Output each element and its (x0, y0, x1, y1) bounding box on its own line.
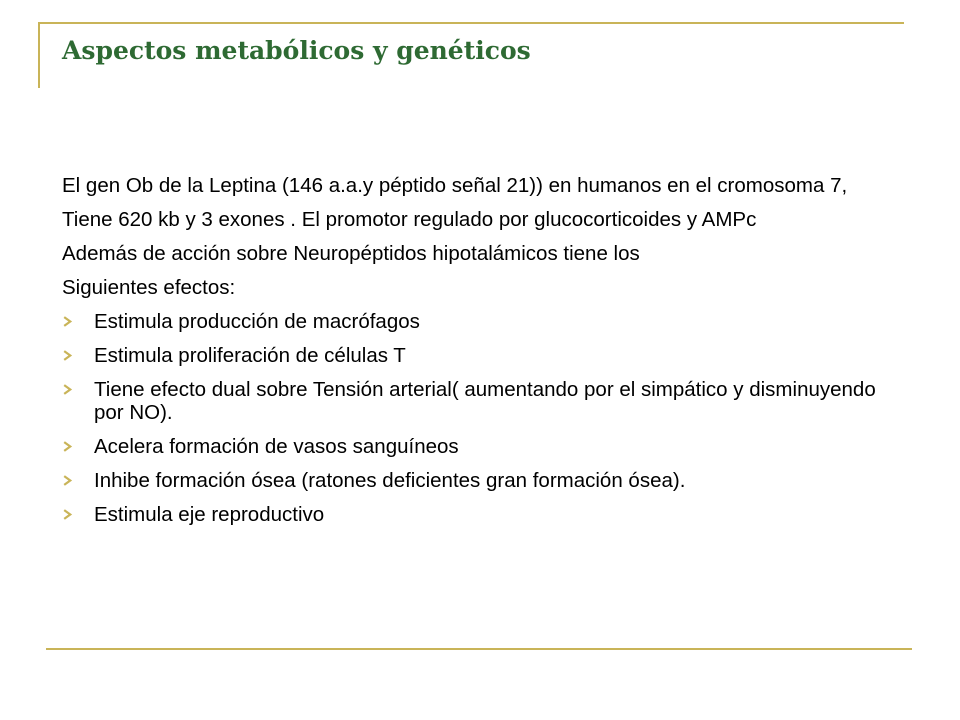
list-item-text: Estimula eje reproductivo (94, 503, 325, 526)
paragraph-gene-location: El gen Ob de la Leptina (146 a.a.y péptido señal 21)) en humanos en el cromosoma 7, (62, 174, 848, 197)
slide-body (62, 174, 892, 537)
chevron-right-icon (62, 316, 73, 327)
list-item (62, 344, 892, 367)
list-item-text: Estimula producción de macrófagos (94, 310, 420, 333)
list-item (62, 469, 892, 492)
paragraph-neuropeptides: Además de acción sobre Neuropéptidos hipotalámicos tiene los (62, 242, 640, 265)
list-item (62, 503, 892, 526)
chevron-right-icon (62, 384, 73, 395)
chevron-right-icon (62, 441, 73, 452)
slide-title: Aspectos metabólicos y genéticos (62, 36, 531, 65)
chevron-right-icon (62, 509, 73, 520)
list-item (62, 378, 892, 424)
effects-list (62, 310, 892, 526)
list-item-text: Estimula proliferación de células T (94, 344, 406, 367)
bottom-rule (46, 648, 912, 650)
list-item-text: Tiene efecto dual sobre Tensión arterial( aumentando por el simpático y disminuyendo por NO). (94, 378, 876, 424)
paragraph-gene-structure: Tiene 620 kb y 3 exones . El promotor regulado por glucocorticoides y AMPc (62, 208, 757, 231)
list-item (62, 310, 892, 333)
list-item-text: Acelera formación de vasos sanguíneos (94, 435, 459, 458)
paragraph-effects-intro: Siguientes efectos: (62, 276, 236, 299)
chevron-right-icon (62, 475, 73, 486)
top-rule (38, 22, 904, 24)
list-item (62, 435, 892, 458)
chevron-right-icon (62, 350, 73, 361)
left-rule (38, 22, 40, 88)
list-item-text: Inhibe formación ósea (ratones deficientes gran formación ósea). (94, 469, 686, 492)
